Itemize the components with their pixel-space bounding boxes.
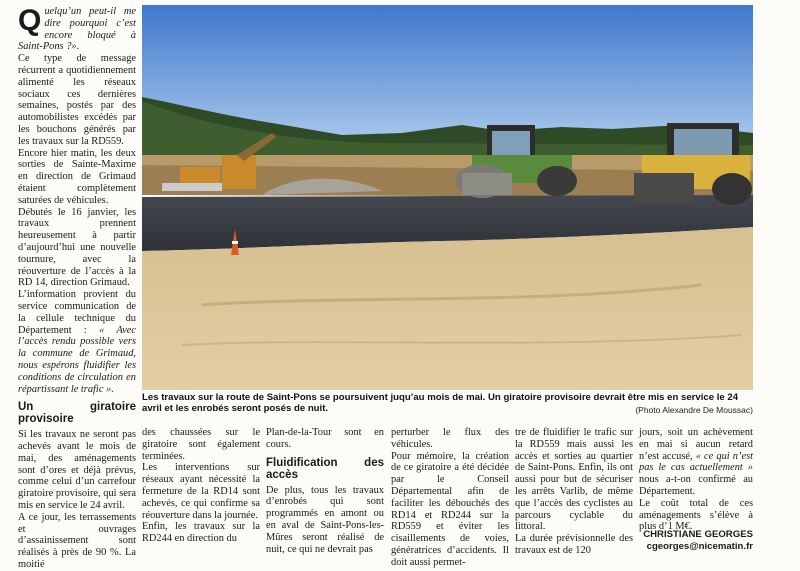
author-email[interactable]: cgeorges@nicematin.fr	[646, 541, 753, 552]
paragraph-4-text: L’information provient du service communication de la cellule technique du Département :	[18, 289, 136, 336]
col5-paragraph-2: La durée prévisionnelle des travaux est de 120	[515, 533, 633, 556]
col6-text-a: jours, soit un achèvement en mai si aucun retard n’est accusé,	[639, 427, 753, 462]
lead-paragraph	[18, 6, 136, 53]
paragraph-4-quote: « Avec l’accès rendu possible vers la commune de Grimaud, nous espérons fluidifier les conditions de circulation en répartissant le trafic ».	[18, 324, 137, 395]
col2-paragraph-3: Enfin, les travaux sur la RD244 en direction du	[142, 521, 260, 545]
col3-paragraph-2: De plus, tous les travaux d’enrobés qui sont programmés en amont ou en aval de Saint-Pons-les-Mûres seront réalisé de nuit, ce qui ne devrait pas	[266, 484, 384, 555]
paragraph-2: Encore hier matin, les deux sorties de Sainte-Maxime en direction de Grimaud étaient complètement saturées de véhicules.	[18, 147, 136, 206]
col2-paragraph-2: Les interventions sur réseaux ayant nécessité la fermeture de la RD14 sont achevés, ce qui confirme sa réouverture dans la journée.	[142, 462, 260, 521]
article-column-2	[142, 427, 260, 545]
col4-paragraph-1: perturber le flux des véhicules.	[391, 427, 509, 450]
article-column-6	[639, 427, 753, 533]
photo-caption: Les travaux sur la route de Saint-Pons se poursuivent juqu’au mois de mai. Un giratoire provisoire devrait être mis en service le 24 avril et les enrobés seront posés de nuit.	[142, 392, 739, 414]
subhead-giratoire: Un giratoire provisoire	[18, 401, 136, 426]
paragraph-1: Ce type de message récurrent a quotidiennement alimenté les réseaux sociaux ces dernières semaines, postés par des automobilistes excédés par les bouchons générés par les travaux sur la RD559.	[18, 53, 136, 147]
col4-paragraph-2: Pour mémoire, la création de ce giratoire a été décidée par le Conseil Départemental afin de faciliter les débouchés des RD14 et RD244 sur la RD559 et éviter les cisaillements de voies, génératrices d’accidents. Il doit aussi permet-	[391, 450, 509, 568]
article-column-5	[515, 427, 633, 557]
col3-paragraph-1: Plan-de-la-Tour sont en cours.	[266, 427, 384, 450]
paragraph-3: Débutés le 16 janvier, les travaux prennent heureusement à partir d’aujourd’hui une nouvelle tournure, avec la réouverture de l’accès à la RD 14, direction Grimaud.	[18, 206, 136, 289]
construction-photo	[142, 5, 753, 390]
col6-paragraph-1	[639, 427, 753, 498]
lead-quote: uelqu’un peut-il me dire pourquoi c’est encore bloqué à Saint-Pons ?».	[18, 6, 136, 53]
paragraph-5: Si les travaux ne seront pas achevés avant le mois de mai, des aménagements sont d’ores et déjà prévus, comme celui d’un carrefour giratoire provisoire, qui sera mis en service le 24 avril.	[18, 429, 136, 512]
photo-credit: (Photo Alexandre De Moussac)	[635, 405, 753, 415]
col5-paragraph-1: tre de fluidifier le trafic sur la RD559 mais aussi les accès et sorties au quartier de Saint-Pons. Enfin, ils ont aussi pour but de sécuriser les arrêts Varlib, de même que l’accès des cyclistes au parcours cyclable du littoral.	[515, 427, 633, 533]
article-column-4	[391, 427, 509, 569]
article-column-3	[266, 427, 384, 555]
dropcap: Q	[18, 4, 42, 37]
col6-paragraph-2: Le coût total de ces aménagements s’élève à plus d’1 M€.	[639, 497, 753, 533]
col6-text-c: nous a-t-on confirmé au Département.	[639, 474, 753, 497]
author-signature: CHRISTIANE GEORGES	[643, 529, 753, 540]
article-column-left	[18, 6, 136, 571]
subhead-fluidification: Fluidification des accès	[266, 456, 384, 481]
col2-paragraph-1: des chaussées sur le giratoire sont également terminées.	[142, 427, 260, 462]
paragraph-4	[18, 289, 136, 395]
paragraph-6: A ce jour, les terrassements et ouvrages d’assainissement sont réalisés à près de 90 %. La moitié	[18, 511, 136, 571]
col6-quote: « ce qui n’est pas le cas actuellement »	[639, 450, 753, 474]
